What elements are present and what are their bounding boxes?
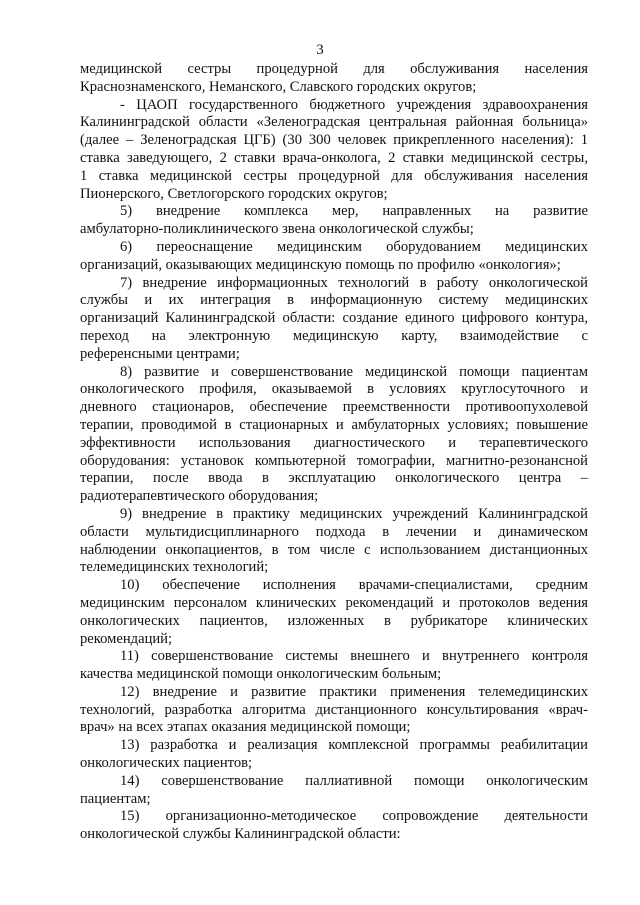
text-line: Краснознаменского, Неманского, Славского городских округов;: [80, 78, 477, 95]
text-line: 10) обеспечение исполнения врачами-специалистами, средним: [120, 577, 588, 594]
text-line: терапии, проводимой в стационарных и амбулаторных условиях; повышение: [80, 416, 588, 433]
text-line: онкологической службы Калининградской области:: [80, 826, 401, 843]
text-line: дневного стационаров, обеспечение преемственности противоопухолевой: [80, 399, 588, 416]
text-line: радиотерапевтического оборудования;: [80, 488, 319, 505]
text-line: Калининградской области «Зеленоградская центральная районная больница»: [80, 114, 588, 131]
text-line: референсными центрами;: [80, 345, 240, 362]
text-line: 12) внедрение и развитие практики применения телемедицинских: [120, 683, 588, 700]
text-line: телемедицинских технологий;: [80, 559, 269, 576]
text-line: оборудования: установок компьютерной томографии, магнитно-резонансной: [80, 452, 588, 469]
document-body: [80, 61, 588, 844]
text-line: пациентам;: [80, 790, 151, 807]
text-line: амбулаторно-поликлинического звена онкологической службы;: [80, 221, 474, 238]
text-line: онкологических пациентов;: [80, 755, 253, 772]
text-line: медицинской сестры процедурной для обслуживания населения: [80, 61, 588, 77]
text-line: онкологических пациентов, изложенных в рубрикаторе клинических: [80, 612, 588, 629]
text-line: области мультидисциплинарного подхода в лечении и динамическом: [80, 523, 588, 540]
text-line: 1 ставка медицинской сестры процедурной для обслуживания населения: [80, 167, 588, 184]
text-line: эффективности использования диагностического и терапевтического: [80, 434, 588, 451]
text-line: организаций, оказывающих медицинскую помощь по профилю «онкология»;: [80, 256, 561, 273]
text-line: врач» на всех этапах оказания медицинской помощи;: [80, 719, 411, 736]
page-number: 3: [316, 42, 324, 58]
text-line: рекомендаций;: [80, 630, 173, 647]
text-line: качества медицинской помощи онкологическим больным;: [80, 666, 442, 683]
text-line: медицинским персоналом клинических рекомендаций и протоколов ведения: [80, 594, 588, 611]
text-line: 13) разработка и реализация комплексной программы реабилитации: [120, 737, 588, 754]
text-line: Пионерского, Светлогорского городских округов;: [80, 185, 388, 202]
text-line: 7) внедрение информационных технологий в работу онкологической: [120, 274, 588, 291]
text-line: организаций Калининградской области: создание единого цифрового контура,: [80, 310, 588, 327]
text-line: 5) внедрение комплекса мер, направленных на развитие: [120, 203, 588, 220]
text-line: службы и их интеграция в информационную систему медицинских: [80, 292, 588, 309]
text-line: онкологического профиля, оказываемой в условиях круглосуточного и: [80, 381, 588, 398]
text-line: (далее – Зеленоградская ЦГБ) (30 300 человек прикрепленного населения): 1: [80, 132, 588, 149]
text-line: - ЦАОП государственного бюджетного учреждения здравоохранения: [120, 96, 588, 113]
text-line: 11) совершенствование системы внешнего и внутреннего контроля: [120, 648, 588, 665]
text-line: 14) совершенствование паллиативной помощи онкологическим: [120, 772, 588, 789]
text-line: 6) переоснащение медицинским оборудованием медицинских: [120, 238, 588, 255]
text-line: технологий, разработка алгоритма дистанционного консультирования «врач-: [80, 701, 588, 718]
text-line: 8) развитие и совершенствование медицинской помощи пациентам: [120, 363, 588, 380]
text-line: наблюдении онкопациентов, в том числе с использованием дистанционных: [80, 541, 588, 558]
text-line: 9) внедрение в практику медицинских учреждений Калининградской: [120, 505, 588, 522]
text-line: переход на электронную медицинскую карту, взаимодействие с: [80, 327, 588, 344]
text-line: ставка заведующего, 2 ставки врача-онколога, 2 ставки медицинской сестры,: [80, 149, 588, 166]
text-line: терапии, после ввода в эксплуатацию онкологического центра –: [80, 470, 588, 487]
text-line: 15) организационно-методическое сопровождение деятельности: [120, 808, 588, 825]
